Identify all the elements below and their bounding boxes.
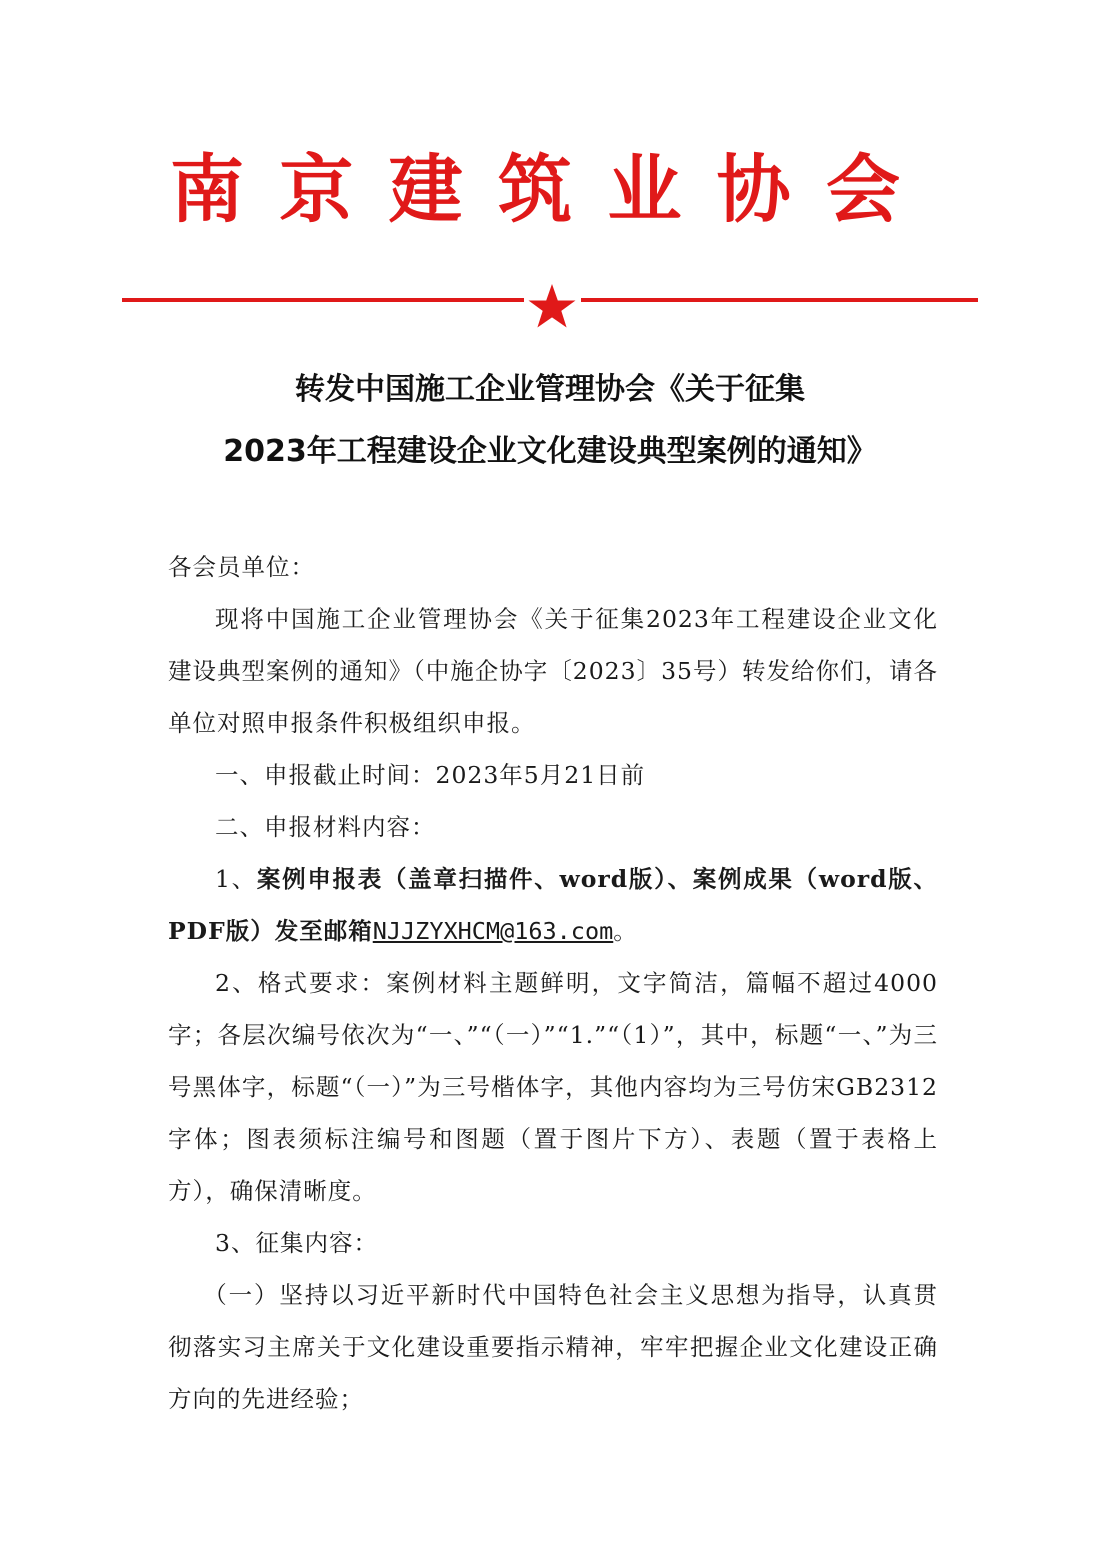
item-1-bold-text: 案例申报表（盖章扫描件、word版）、案例成果（word版、PDF版）发至邮箱 bbox=[168, 865, 939, 945]
item-2-paragraph: 2、格式要求：案例材料主题鲜明，文字简洁，篇幅不超过4000字；各层次编号依次为“一、”“（一）”“1.”“（1）”，其中，标题“一、”为三号黑体字，标题“（一）”为三号楷体字，其他内容均为三号仿宋GB2312字体；图表须标注编号和图题（置于图片下方）、表题（置于表格上方），确保清晰度。 bbox=[168, 969, 938, 1205]
org-name-char: 南 bbox=[170, 147, 244, 233]
item-3-heading: 3、征集内容： bbox=[215, 1229, 378, 1257]
org-name-char: 京 bbox=[279, 147, 354, 233]
item-1-paragraph bbox=[168, 853, 938, 957]
letterhead-divider-right bbox=[581, 298, 978, 302]
org-name-char: 业 bbox=[607, 147, 682, 233]
org-name-char: 会 bbox=[825, 147, 900, 233]
email-link[interactable]: NJJZYXHCM@163.com bbox=[372, 917, 614, 945]
intro-paragraph: 现将中国施工企业管理协会《关于征集2023年工程建设企业文化建设典型案例的通知》（中施企协字〔2023〕35号）转发给你们，请各单位对照申报条件积极组织申报。 bbox=[168, 605, 938, 737]
deadline-paragraph: 一、申报截止时间：2023年5月21日前 bbox=[215, 761, 646, 789]
item-1-prefix: 1、 bbox=[215, 865, 257, 893]
item-3-sub-1-paragraph: （一）坚持以习近平新时代中国特色社会主义思想为指导，认真贯彻落实习主席关于文化建设重要指示精神，牢牢把握企业文化建设正确方向的先进经验； bbox=[168, 1281, 938, 1413]
org-name-char: 筑 bbox=[497, 147, 572, 233]
materials-heading: 二、申报材料内容： bbox=[215, 813, 436, 841]
document-title-line-1: 转发中国施工企业管理协会《关于征集 bbox=[295, 372, 805, 407]
org-name-char: 建 bbox=[388, 147, 463, 233]
org-name-char: 协 bbox=[716, 147, 791, 233]
document-title-line-2: 2023年工程建设企业文化建设典型案例的通知》 bbox=[223, 434, 877, 469]
star-icon bbox=[527, 283, 577, 329]
letterhead-divider-left bbox=[122, 298, 524, 302]
item-1-suffix: 。 bbox=[613, 917, 638, 945]
document-body bbox=[168, 541, 938, 1425]
salutation: 各会员单位： bbox=[168, 553, 315, 581]
letterhead-org-name bbox=[170, 140, 900, 240]
